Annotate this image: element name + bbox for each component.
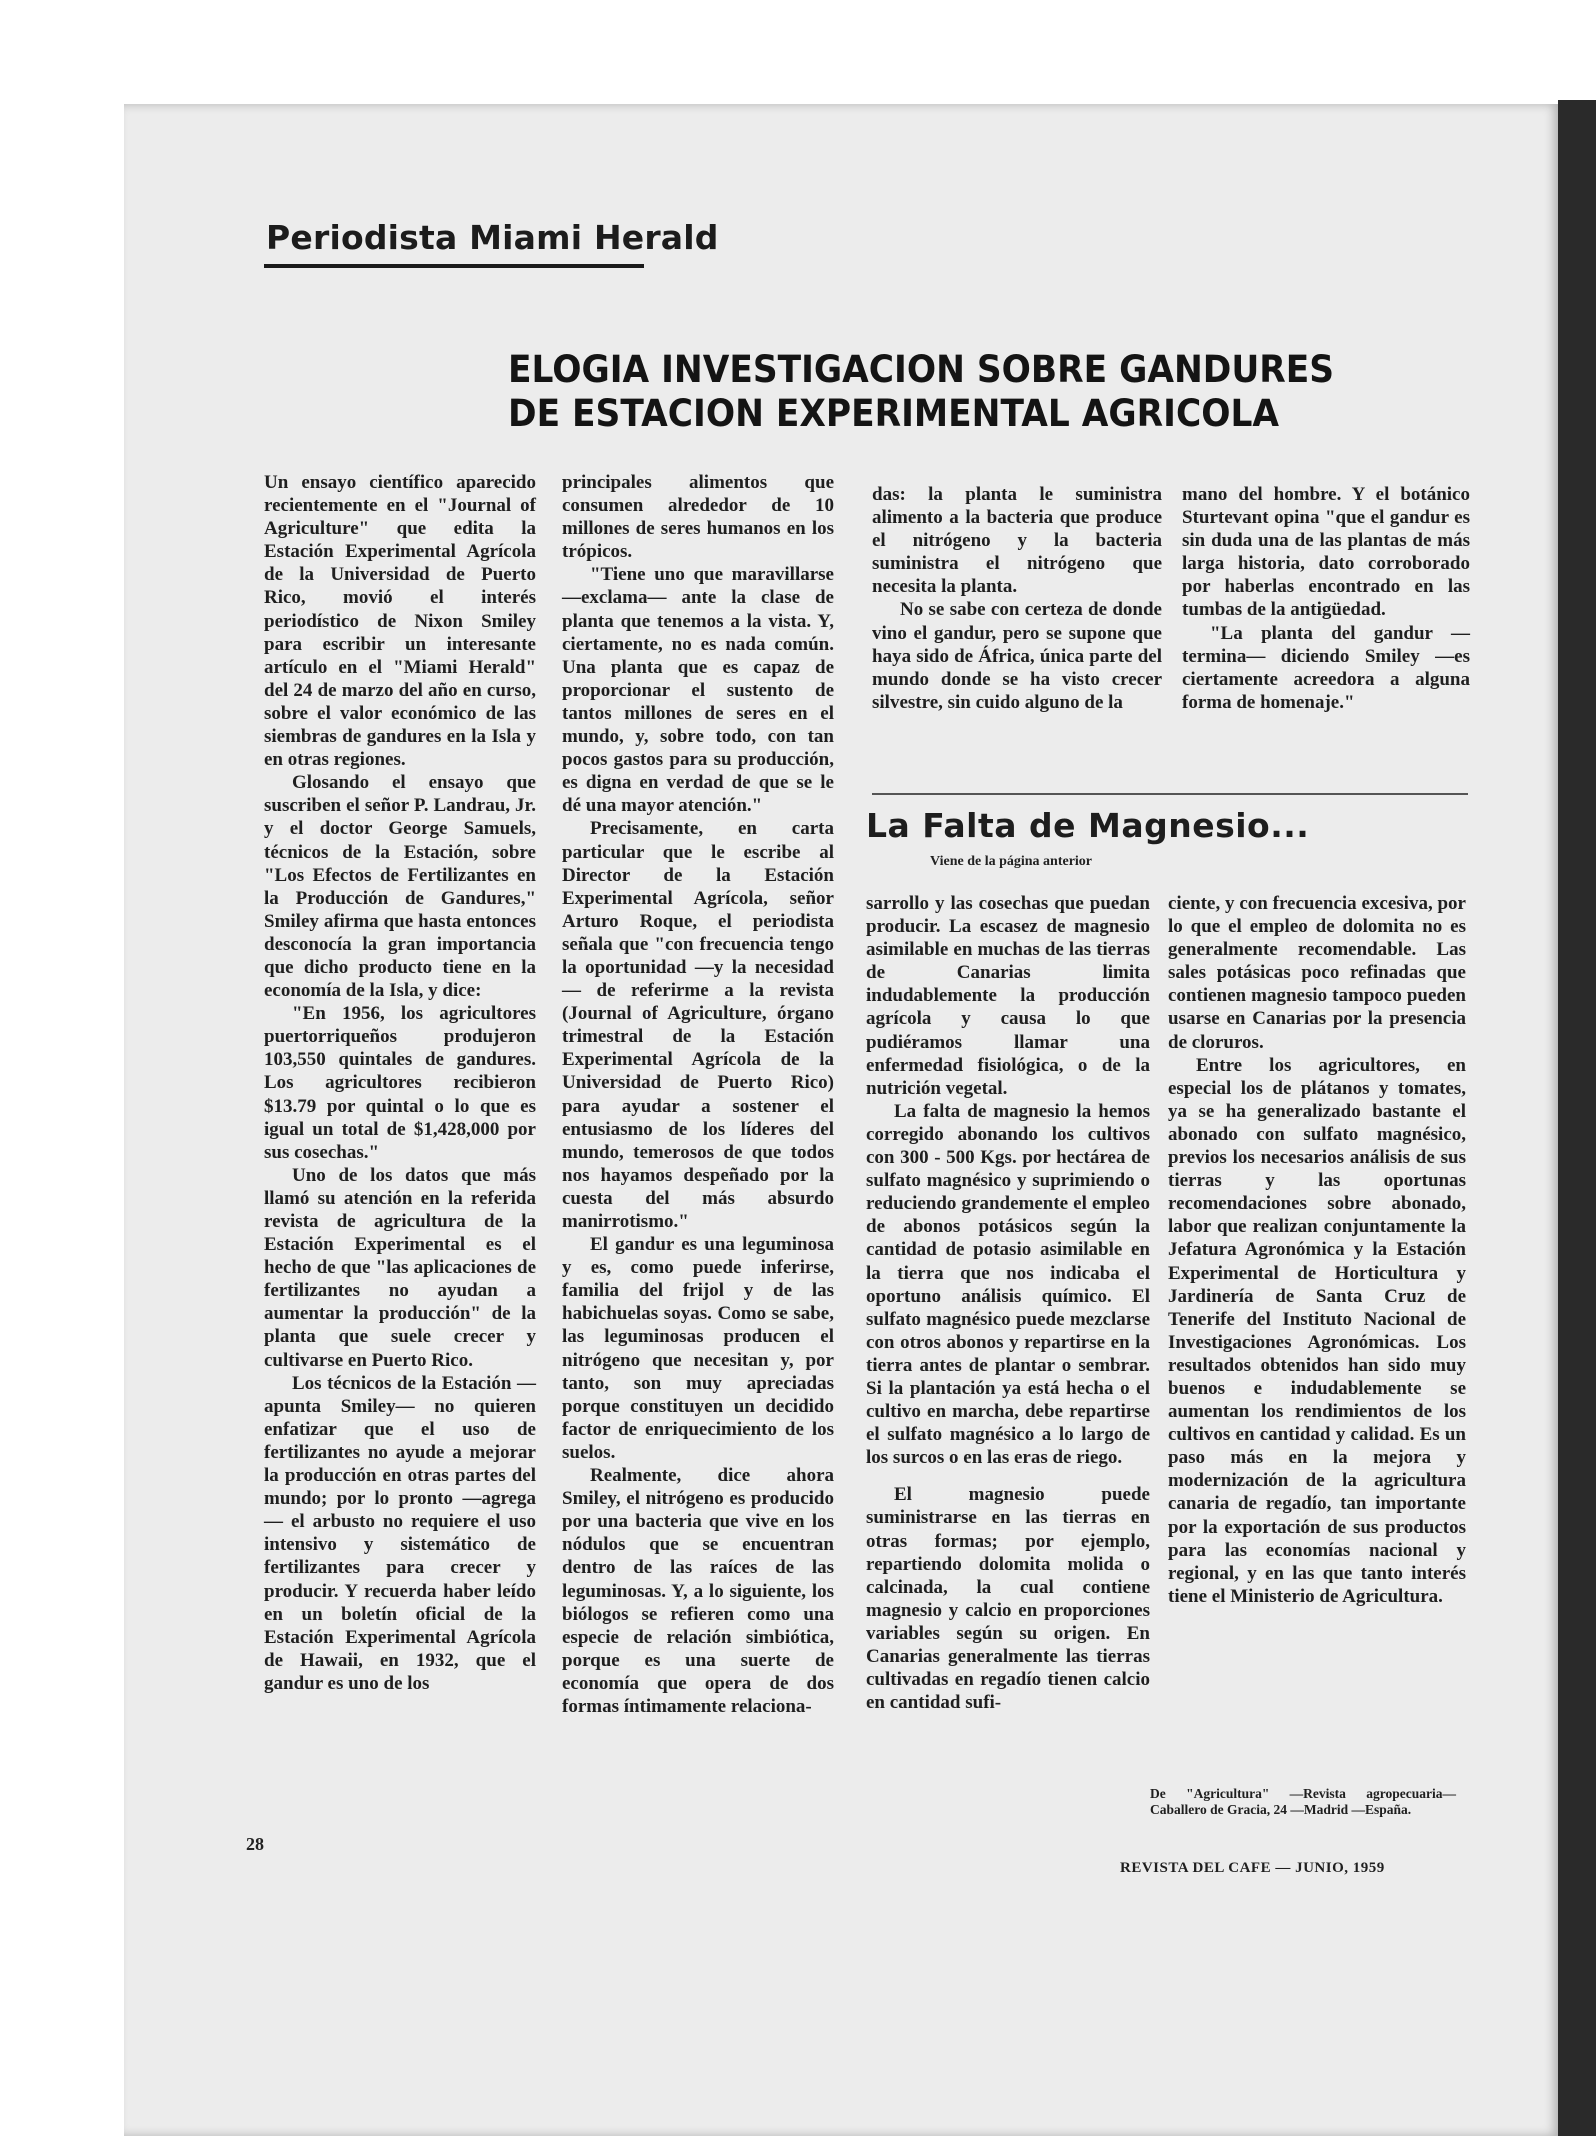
article-column-3 [872,483,1162,714]
headline-line-1: ELOGIA INVESTIGACION SOBRE GANDURES [508,348,1335,391]
paragraph: Los técnicos de la Estación —apunta Smiley— no quieren enfatizar que el uso de fertilizantes no ayude a mejorar la producción en otras partes del mundo; por lo pronto —agrega— el arbusto no requiere el uso intensivo y sistemático de fertilizantes para crecer y producir. Y recuerda haber leído en un boletín oficial de la Estación Experimental Agrícola de Hawaii, en 1932, que el gandur es uno de los [264,1372,536,1694]
paragraph: "La planta del gandur —termina— diciendo Smiley —es ciertamente acreedora a alguna forma de homenaje." [1182,622,1470,713]
paragraph: Glosando el ensayo que suscriben el señor P. Landrau, Jr. y el doctor George Samuels, técnicos de la Estación, sobre "Los Efectos de Fertilizantes en la Producción de Gandures," Smiley afirma que hasta entonces desconocía la gran importancia que dicho producto tiene en la economía de la Isla, y dice: [264,772,536,1002]
sidebar-column-b [1168,892,1466,1608]
page-number: 28 [246,1834,264,1854]
paragraph: Uno de los datos que más llamó su atención en la referida revista de agricultura de la Estación Experimental es el hecho de que "las aplicaciones de fertilizantes no ayudan a aumentar la producción" de la planta que suele crecer y cultivarse en Puerto Rico. [264,1164,536,1371]
sidebar-title: La Falta de Magnesio... [866,806,1310,845]
paragraph: Un ensayo científico aparecido recientemente en el "Journal of Agriculture" que edita la Estación Experimental Agrícola de la Universidad de Puerto Rico, movió el interés periodístico de Nixon Smiley para escribir un interesante artículo en el "Miami Herald" del 24 de marzo del año en curso, sobre el valor económico de las siembras de gandures en la Isla y en otras regiones. [264,472,536,771]
kicker-underline [264,264,644,268]
article-column-2 [562,471,834,1718]
sidebar-column-a [866,892,1150,1714]
paragraph: Entre los agricultores, en especial los de plátanos y tomates, ya se ha generalizado bastante el abonado con sulfato magnésico, previos los necesarios análisis de sus tierras y las oportunas recomendaciones sobre abonado, labor que realizan conjuntamente la Jefatura Agronómica y la Estación Experimental de Horticultura y Jardinería de Santa Cruz de Tenerife del Instituto Nacional de Investigaciones Agronómicas. Los resultados obtenidos han sido muy buenos e indudablemente se aumentan los rendimientos de los cultivos en cantidad y calidad. Es un paso más en la mejora y modernización de la agricultura canaria de regadío, tan importante por la exportación de sus productos para las economías nacional y regional, y en las que tanto interés tiene el Ministerio de Agricultura. [1168,1054,1466,1607]
paragraph: principales alimentos que consumen alrededor de 10 millones de seres humanos en los trópicos. [562,472,834,563]
paragraph: ciente, y con frecuencia excesiva, por lo que el empleo de dolomita no es generalmente recomendable. Las sales potásicas poco refinadas que contienen magnesio tampoco pueden usarse en Canarias por la presencia de cloruros. [1168,893,1466,1053]
paragraph: sarrollo y las cosechas que puedan producir. La escasez de magnesio asimilable en muchas de las tierras de Canarias limita indudablemente la producción agrícola y causa lo que pudiéramos llamar una enfermedad fisiológica, o de la nutrición vegetal. [866,893,1150,1099]
paragraph: "Tiene uno que maravillarse —exclama— ante la clase de planta que tenemos a la vista. Y, ciertamente, no es nada común. Una planta que es capaz de proporcionar el sustento de tantos millones de seres en el mundo, y, sobre todo, con tan pocos gastos para su producción, es digna en verdad de que se le dé una mayor atención." [562,564,834,817]
paragraph: Realmente, dice ahora Smiley, el nitrógeno es producido por una bacteria que vive en los nódulos que se encuentran dentro de las raíces de las leguminosas. Y, a lo siguiente, los biólogos se refieren como una especie de relación simbiótica, porque es una suerte de economía que opera de dos formas íntimamente relaciona- [562,1465,834,1717]
running-footer: REVISTA DEL CAFE — JUNIO, 1959 [1120,1860,1385,1876]
paragraph: mano del hombre. Y el botánico Sturtevant opina "que el gandur es sin duda una de las plantas de más larga historia, dato corroborado por haberlas encontrado en las tumbas de la antigüedad. [1182,484,1470,621]
section-kicker: Periodista Miami Herald [266,218,719,257]
article-column-1 [264,471,536,1695]
continued-note: Viene de la página anterior [930,854,1093,869]
paragraph: "En 1956, los agricultores puertorriqueños produjeron 103,550 quintales de gandures. Los agricultores recibieron $13.79 por quintal o lo que es igual un total de $1,428,000 por sus cosechas." [264,1003,536,1163]
section-divider [872,793,1468,795]
paragraph: La falta de magnesio la hemos corregido abonando los cultivos con 300 - 500 Kgs. por hectárea de sulfato magnésico y suprimiendo o reduciendo grandemente el empleo de abonos potásicos según la cantidad de potasio asimilable en la tierra que nos indicaba el oportuno análisis químico. El sulfato magnésico puede mezclarse con otros abonos y repartirse en la tierra antes de plantar o sembrar. Si la plantación ya está hecha o el cultivo en marcha, debe repartirse el sulfato magnésico a lo largo de los surcos o en las eras de riego. [866,1100,1150,1469]
paragraph: No se sabe con certeza de donde vino el gandur, pero se supone que haya sido de África, única parte del mundo donde se ha visto crecer silvestre, sin cuido alguno de la [872,599,1162,713]
paragraph: El magnesio puede suministrarse en las tierras en otras formas; por ejemplo, repartiendo dolomita molida o calcinada, la cual contiene magnesio y calcio en proporciones variables según su origen. En Canarias generalmente las tierras cultivadas en regadío tienen calcio en cantidad sufi- [866,1484,1150,1714]
paragraph: El gandur es una leguminosa y es, como puede inferirse, familia del frijol y de las habichuelas soyas. Como se sabe, las leguminosas producen el nitrógeno que necesitan y, por tanto, son muy apreciadas porque constituyen un decidido factor de enriquecimiento de los suelos. [562,1234,834,1463]
paragraph: das: la planta le suministra alimento a la bacteria que produce el nitrógeno y la bacteria suministra el nitrógeno que necesita la planta. [872,484,1162,598]
binding-edge [1558,100,1596,2136]
paragraph: Precisamente, en carta particular que le escribe al Director de la Estación Experimental Agrícola, señor Arturo Roque, el periodista señala que "con frecuencia tengo la oportunidad —y la necesidad— de referirme a la revista (Journal of Agriculture, órgano trimestral de la Estación Experimental Agrícola de la Universidad de Puerto Rico) para ayudar a sostener el entusiasmo de los líderes del mundo, temerosos de que todos nos hayamos despeñado por la cuesta del más absurdo manirrotismo." [562,818,834,1232]
headline-line-2: DE ESTACION EXPERIMENTAL AGRICOLA [508,392,1280,435]
article-headline [508,348,1334,436]
article-column-4 [1182,483,1470,714]
source-credit: De "Agricultura" —Revista agropecuaria— Caballero de Gracia, 24 —Madrid —España. [1150,1786,1456,1817]
